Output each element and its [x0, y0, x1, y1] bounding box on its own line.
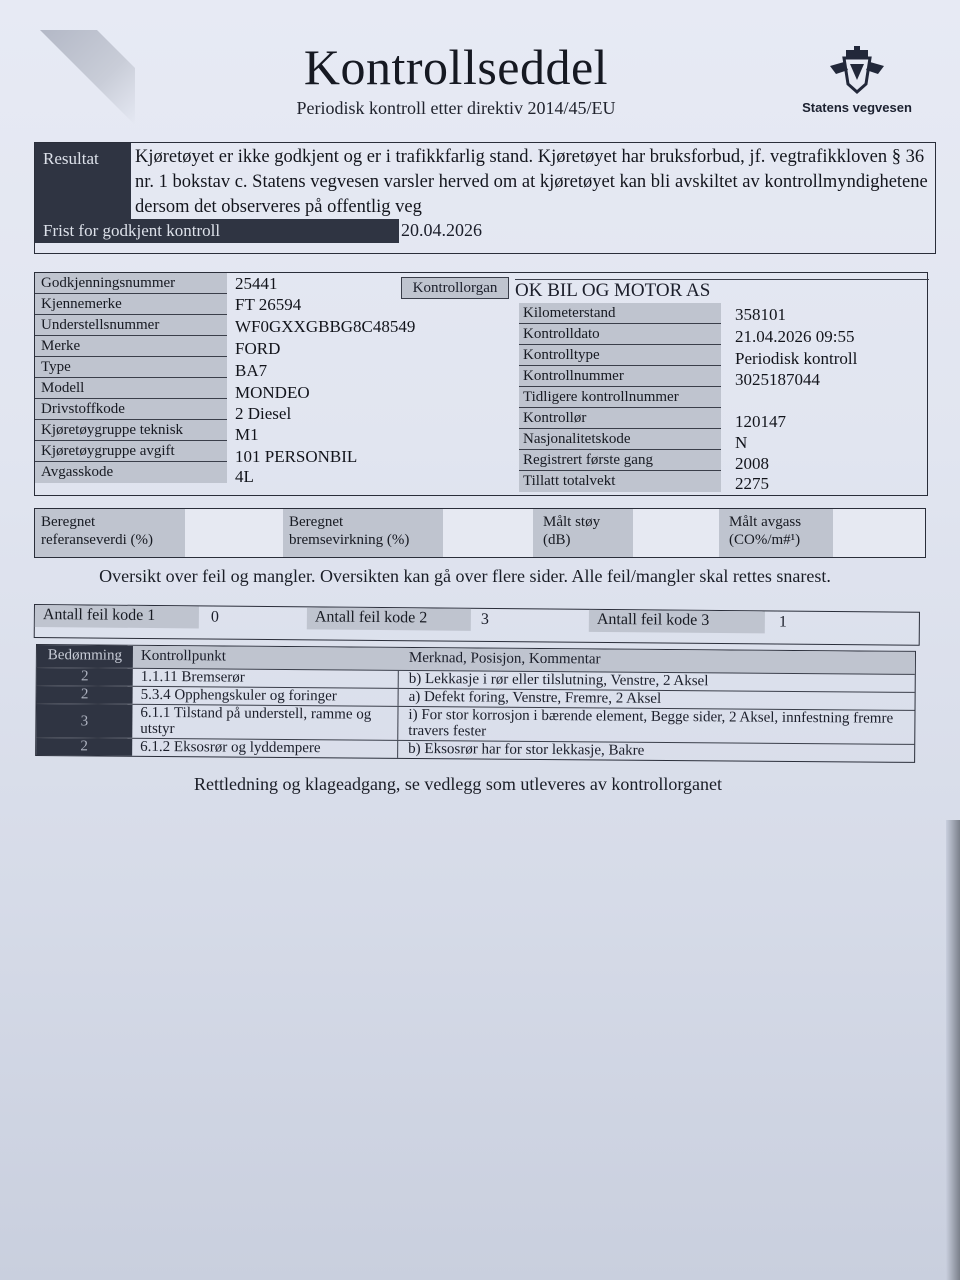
vehicle-field-label: Merke — [35, 336, 227, 357]
vehicle-field-value: BA7 — [235, 361, 268, 380]
control-body-label: Kontrollorgan — [401, 277, 509, 299]
vehicle-field-value: 4L — [235, 467, 254, 486]
reference-value-label-line1: Beregnet — [41, 514, 96, 530]
vehicle-field-label: Type — [35, 357, 227, 378]
control-body-value: OK BIL OG MOTOR AS — [515, 279, 929, 302]
count-code2-label: Antall feil kode 2 — [307, 607, 471, 630]
vehicle-info-section — [34, 272, 928, 496]
defect-checkpoint: 5.3.4 Opphengskuler og foringer — [137, 687, 399, 706]
exhaust-label — [719, 509, 833, 557]
column-remark: Merknad, Posisjon, Kommentar — [408, 649, 601, 668]
reference-value-label — [35, 509, 185, 557]
defect-grade: 2 — [36, 738, 132, 756]
vehicle-field-label: Kjennemerke — [35, 294, 227, 315]
defect-remark: i) For stor korrosjon i bærende element, Begge sider, 2 Aksel, innfestning fremre travers fester — [408, 706, 894, 740]
page-title: Kontrollseddel — [303, 39, 609, 95]
vehicle-field-label: Understellsnummer — [35, 315, 227, 336]
column-checkpoint: Kontrollpunkt — [140, 647, 226, 665]
count-code1-value: 0 — [210, 608, 219, 626]
vehicle-field-value: WF0GXXGBBG8C48549 — [235, 317, 416, 336]
count-code3-value: 1 — [778, 613, 787, 631]
inspection-field-label: Tillatt totalvekt — [519, 471, 721, 492]
count-code3-label: Antall feil kode 3 — [589, 610, 765, 634]
deadline-value: 20.04.2026 — [401, 220, 482, 240]
defect-remark: b) Lekkasje i rør eller tilslutning, Venstre, 2 Aksel — [408, 670, 709, 690]
inspection-field-label: Kontrollør — [519, 408, 721, 429]
vehicle-field-value: MONDEO — [235, 383, 310, 402]
exhaust-field — [833, 509, 925, 557]
inspection-field-label: Kontrollnummer — [519, 366, 721, 387]
deadline-label: Frist for godkjent kontroll — [35, 219, 399, 243]
inspection-field-value: Periodisk kontroll — [735, 349, 858, 368]
defect-grade: 2 — [37, 668, 133, 686]
page-subtitle: Periodisk kontroll etter direktiv 2014/45/EU — [296, 98, 616, 118]
vehicle-field-value: M1 — [235, 425, 259, 444]
defect-checkpoint: 6.1.2 Eksosrør og lyddempere — [136, 739, 398, 758]
inspection-field-label: Registrert første gang — [519, 450, 721, 471]
defect-checkpoint: 6.1.1 Tilstand på understell, ramme og utstyr — [136, 705, 398, 740]
column-grade: Bedømming — [37, 645, 133, 668]
inspection-field-value: 358101 — [735, 305, 786, 324]
inspection-field-value: N — [735, 433, 748, 452]
reference-value-field — [185, 509, 283, 557]
defect-remark: b) Eksosrør har for stor lekkasje, Bakre — [408, 740, 645, 759]
inspection-field-value: 2008 — [735, 454, 769, 473]
vehicle-field-value: 101 PERSONBIL — [235, 447, 358, 466]
measurements-section — [34, 508, 926, 558]
crown-emblem-icon — [826, 44, 888, 96]
vehicle-field-label: Godkjenningsnummer — [35, 273, 227, 294]
inspection-field-value: 2275 — [735, 474, 769, 493]
vehicle-field-label: Modell — [35, 378, 227, 399]
inspection-field-label: Kontrolldato — [519, 324, 721, 345]
inspection-field-label: Tidligere kontrollnummer — [519, 387, 721, 408]
brake-effect-label — [283, 509, 443, 557]
defect-grade: 3 — [36, 704, 132, 738]
page-edge-shadow — [946, 820, 960, 1280]
count-code1-label: Antall feil kode 1 — [35, 605, 199, 628]
count-code2-value: 3 — [480, 610, 489, 628]
exhaust-label-line2: (CO%/m#¹) — [729, 532, 801, 548]
brake-effect-label-line2: bremsevirkning (%) — [289, 532, 410, 548]
defect-remark: a) Defekt foring, Venstre, Fremre, 2 Aksel — [408, 688, 662, 707]
result-text: Kjøretøyet er ikke godkjent og er i trafikkfarlig stand. Kjøretøyet har bruksforbud, jf. vegtrafikkloven § 36 nr. 1 bokstav c. Statens vegvesen varsler herved om at kjøretøyet kan bli avskiltet av kontrollmyndighetene dersom det observeres på offentlig veg — [135, 147, 928, 217]
agency-logo — [796, 44, 918, 124]
footer-note: Rettledning og klageadgang, se vedlegg som utleveres av kontrollorganet — [193, 774, 723, 794]
vehicle-field-label: Kjøretøygruppe teknisk — [35, 420, 227, 441]
vehicle-field-label: Drivstoffkode — [35, 399, 227, 420]
vehicle-field-value: FT 26594 — [235, 295, 302, 314]
vehicle-field-label: Avgasskode — [35, 462, 227, 483]
result-section — [34, 142, 936, 254]
agency-name: Statens vegvesen — [802, 100, 912, 115]
exhaust-label-line1: Målt avgass — [729, 514, 802, 530]
inspection-field-label: Kontrolltype — [519, 345, 721, 366]
vehicle-field-value: 2 Diesel — [235, 404, 292, 423]
inspection-field-label: Kilometerstand — [519, 303, 721, 324]
defect-grade: 2 — [37, 686, 133, 704]
inspection-field-label: Nasjonalitetskode — [519, 429, 721, 450]
result-label: Resultat — [35, 143, 131, 219]
defect-checkpoint: 1.1.11 Bremserør — [137, 669, 399, 688]
vehicle-field-value: FORD — [235, 339, 281, 358]
brake-effect-label-line1: Beregnet — [289, 514, 344, 530]
noise-label-line2: (dB) — [543, 532, 571, 548]
inspection-field-value: 21.04.2026 09:55 — [735, 327, 855, 346]
noise-field — [633, 509, 719, 557]
brake-effect-field — [443, 509, 533, 557]
inspection-field-value: 3025187044 — [735, 370, 820, 389]
noise-label — [533, 509, 633, 557]
noise-label-line1: Målt støy — [543, 514, 601, 530]
vehicle-field-label: Kjøretøygruppe avgift — [35, 441, 227, 462]
reference-value-label-line2: referanseverdi (%) — [41, 532, 154, 548]
defect-counts — [34, 604, 920, 646]
defects-table — [35, 644, 916, 763]
vehicle-field-value: 25441 — [235, 274, 278, 293]
overview-text: Oversikt over feil og mangler. Oversikten kan gå over flere sider. Alle feil/mangler skal rettes snarest. — [99, 566, 831, 586]
inspection-field-value: 120147 — [735, 412, 786, 431]
